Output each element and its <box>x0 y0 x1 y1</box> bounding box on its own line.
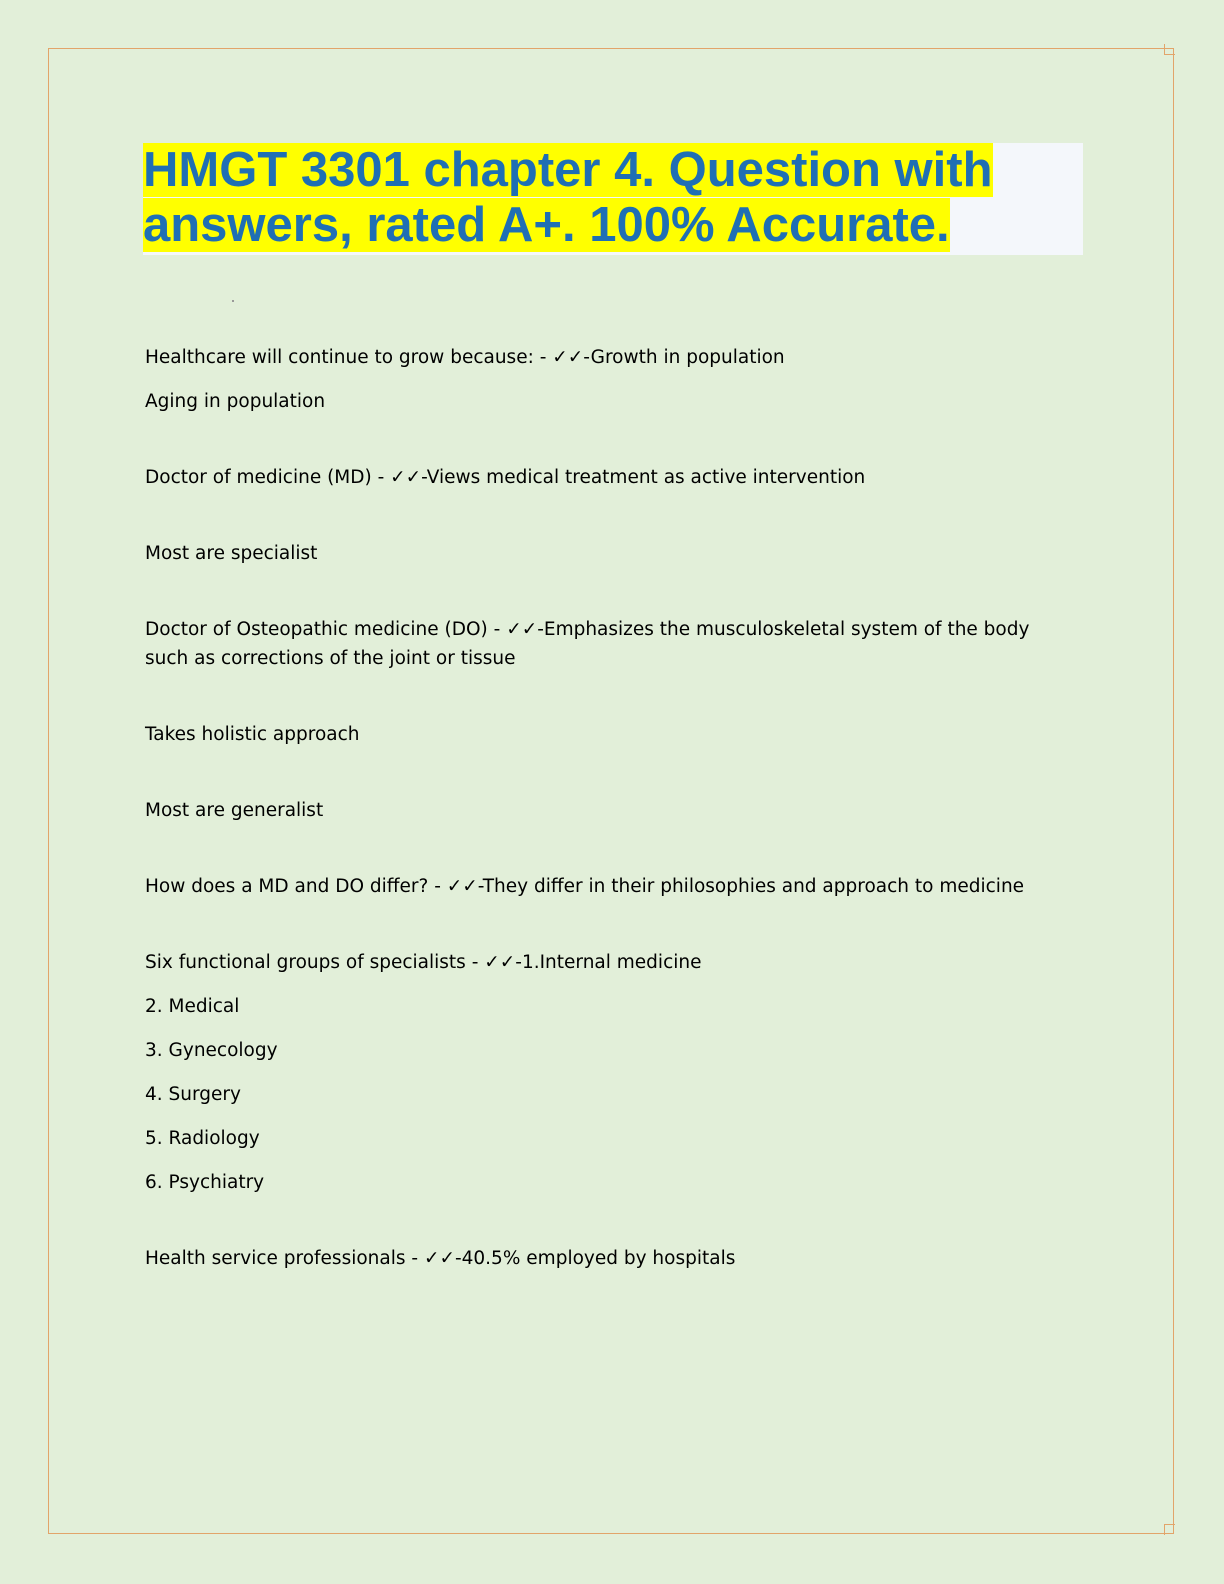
answer-extra-line: Most are generalist <box>145 800 324 821</box>
qa-line <box>145 343 1075 372</box>
separator: - <box>487 619 507 640</box>
double-check-icon: ✓✓- <box>446 876 483 897</box>
answer-text: 1.Internal medicine <box>521 952 702 973</box>
answer-text: Views medical treatment as active intervention <box>426 467 866 488</box>
question-text: Doctor of medicine (MD) <box>145 467 372 488</box>
double-check-icon: ✓✓- <box>484 952 522 973</box>
separator: - <box>405 1248 424 1269</box>
corner-mark-top-right <box>1164 44 1175 55</box>
answer-text: Growth in population <box>590 347 785 368</box>
stray-mark <box>232 300 234 302</box>
list-item: 4. Surgery <box>145 1084 241 1105</box>
answer-text: They differ in their philosophies and approach to medicine <box>482 876 1025 897</box>
list-item: 2. Medical <box>145 996 240 1017</box>
answer-text: Emphasizes the musculoskeletal system of the body such as corrections of the joint or tissue <box>145 619 1036 669</box>
separator: - <box>428 876 447 897</box>
double-check-icon: ✓✓- <box>390 467 427 488</box>
qa-line <box>145 872 1075 901</box>
question-text: Healthcare will continue to grow because: <box>145 347 534 368</box>
qa-line <box>145 463 1075 492</box>
list-item: 3. Gynecology <box>145 1040 278 1061</box>
question-text: How does a MD and DO differ? <box>145 876 429 897</box>
separator: - <box>533 347 553 368</box>
list-item: 6. Psychiatry <box>145 1172 265 1193</box>
question-text: Health service professionals <box>145 1248 406 1269</box>
answer-extra-line: Most are specialist <box>145 543 318 564</box>
question-text: Six functional groups of specialists <box>145 952 466 973</box>
corner-mark-bottom-right <box>1164 1524 1175 1535</box>
document-title <box>143 143 1083 253</box>
answer-extra-line: Aging in population <box>145 391 326 412</box>
qa-line <box>145 615 1075 673</box>
qa-line <box>145 948 1075 977</box>
separator: - <box>371 467 391 488</box>
qa-list <box>145 343 1075 1288</box>
question-text: Doctor of Osteopathic medicine (DO) <box>145 619 488 640</box>
answer-text: 40.5% employed by hospitals <box>461 1248 736 1269</box>
double-check-icon: ✓✓- <box>423 1248 462 1269</box>
answer-extra-line: Takes holistic approach <box>145 724 360 745</box>
list-item: 5. Radiology <box>145 1128 260 1149</box>
qa-line <box>145 1244 1075 1273</box>
double-check-icon: ✓✓- <box>506 619 544 640</box>
document-title-text: HMGT 3301 chapter 4. Question with answers, rated A+. 100% Accurate. <box>143 143 993 252</box>
double-check-icon: ✓✓- <box>552 347 591 368</box>
separator: - <box>465 952 485 973</box>
